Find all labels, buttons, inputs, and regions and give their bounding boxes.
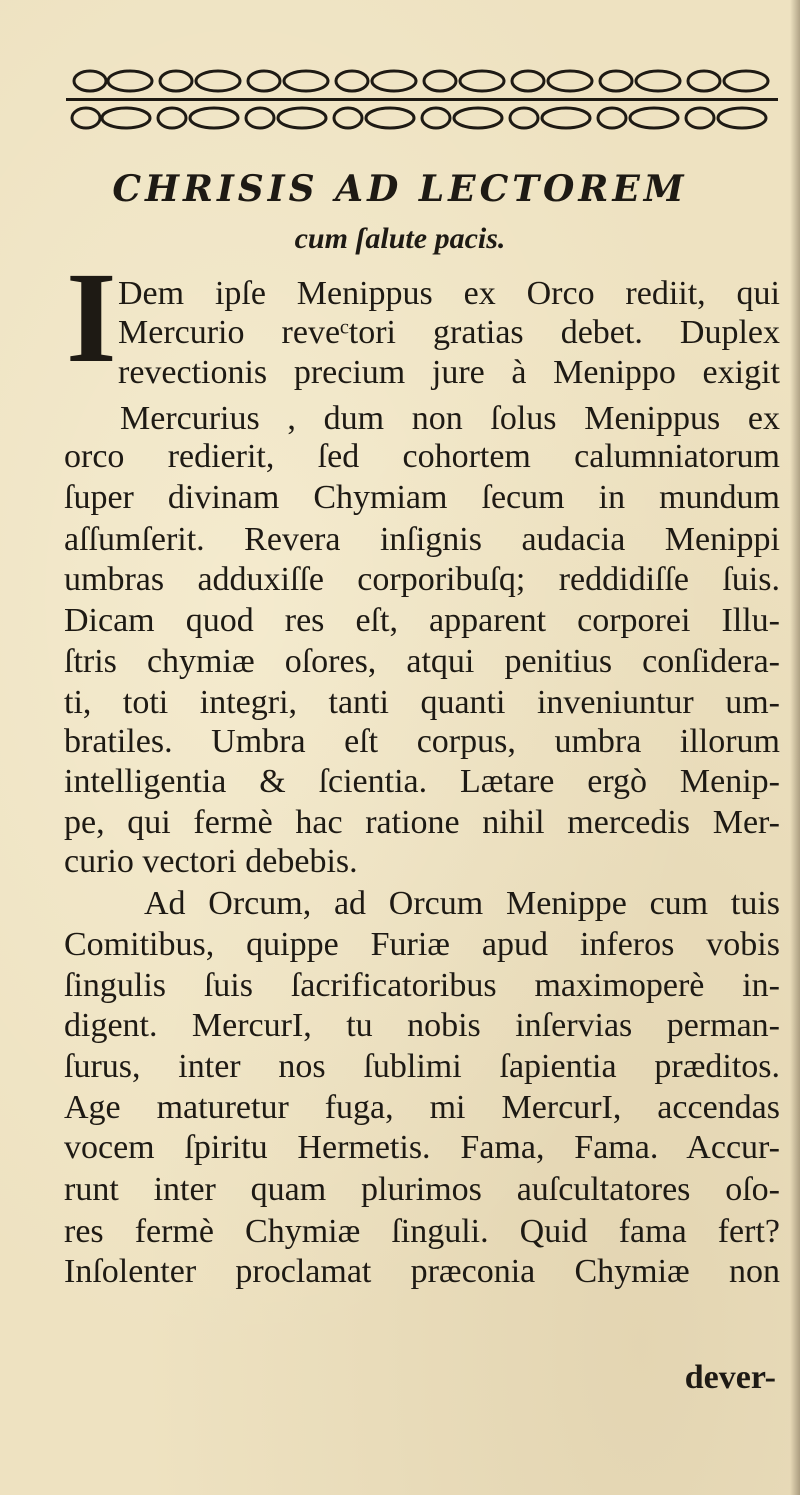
page-subtitle: cum ſalute pacis. (294, 222, 506, 255)
text-line: ſuper divinam Chymiam ſecum in mundum (64, 479, 780, 516)
text-line: intelligentia & ſcientia. Lætare ergò Menip- (64, 763, 780, 800)
text-line: ſingulis ſuis ſacrificatoribus maximoperè in- (64, 967, 780, 1004)
text-line: runt inter quam plurimos auſcultatores oſo- (64, 1171, 780, 1208)
text-line: Dem ipſe Menippus ex Orco rediit, qui (118, 275, 780, 312)
text-line: Inſolenter proclamat præconia Chymiæ non (64, 1253, 780, 1290)
drop-cap: I (66, 246, 117, 390)
text-line: pe, qui fermè hac ratione nihil mercedis Mer- (64, 804, 780, 841)
ornament-rule (66, 98, 778, 101)
text-line: Comitibus, quippe Furiæ apud inferos vobis (64, 926, 780, 963)
text-line: vocem ſpiritu Hermetis. Fama, Fama. Accur- (64, 1129, 780, 1166)
text-line: ti, toti integri, tanti quanti inveniuntur um- (64, 684, 780, 721)
text-line: curio vectori debebis. (64, 843, 358, 880)
text-line: digent. MercurI, tu nobis inſervias perman- (64, 1007, 780, 1044)
text-line: Mercurius , dum non ſolus Menippus ex (120, 400, 780, 437)
text-line: revectionis precium jure à Menippo exigit (118, 354, 780, 391)
page-title: CHRISIS AD LECTOREM (112, 168, 688, 210)
text-line: res fermè Chymiæ ſinguli. Quid fama fert? (64, 1213, 780, 1250)
text-line: ſurus, inter nos ſublimi ſapientia præditos. (64, 1048, 780, 1085)
text-line: umbras adduxiſſe corporibuſq; reddidiſſe ſuis. (64, 561, 780, 598)
ornament-border-top (66, 66, 778, 96)
text-line: Mercurio reveᶜtori gratias debet. Duplex (118, 314, 780, 351)
text-line: Age maturetur fuga, mi MercurI, accendas (64, 1089, 780, 1126)
text-line: ſtris chymiæ oſores, atqui penitius conſidera- (64, 643, 780, 680)
text-line: orco redierit, ſed cohortem calumniatorum (64, 438, 780, 475)
ornament-border-bottom (66, 103, 778, 133)
catchword: dever- (684, 1359, 776, 1396)
text-line: aſſumſerit. Revera inſignis audacia Menippi (64, 521, 780, 558)
text-line: Dicam quod res eſt, apparent corporei Illu- (64, 602, 780, 639)
text-line: Ad Orcum, ad Orcum Menippe cum tuis (144, 885, 780, 922)
text-line: bratiles. Umbra eſt corpus, umbra illorum (64, 723, 780, 760)
